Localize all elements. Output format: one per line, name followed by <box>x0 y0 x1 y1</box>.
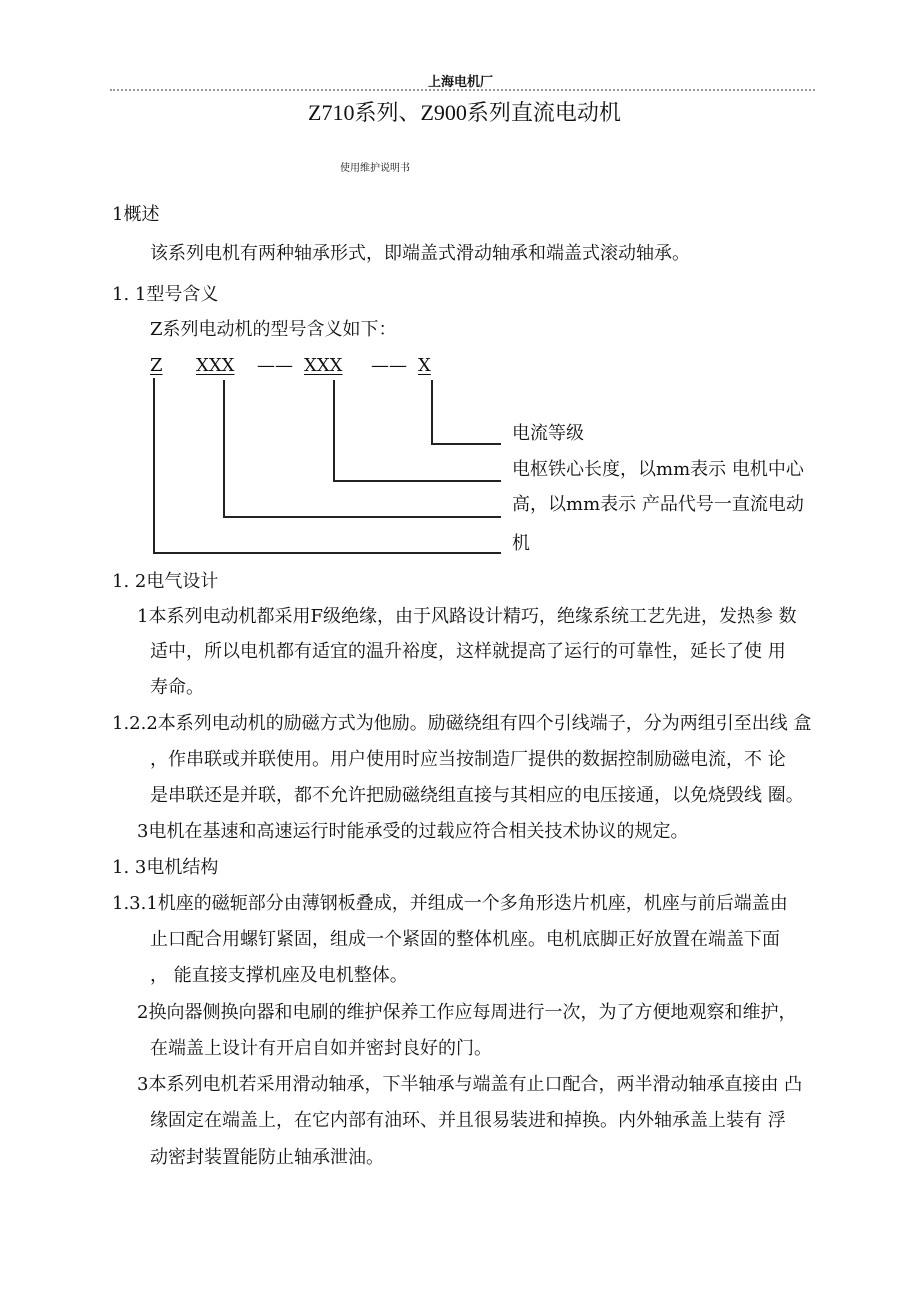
diagram-label: 电枢铁心长度，以mm表示 电机中心 <box>512 459 804 480</box>
code-z: Z <box>150 355 163 376</box>
paragraph-line: 3电机在基速和高速运行时能承受的过载应符合相关技术协议的规定。 <box>137 821 689 842</box>
paragraph-line: Z系列电动机的型号含义如下： <box>150 319 397 340</box>
paragraph-line: 止口配合用螺钉紧固，组成一个紧固的整体机座。电机底脚正好放置在端盖下面 <box>150 929 780 950</box>
paragraph-line: 缘固定在端盖上，在它内部有油环、并且很易装进和掉换。内外轴承盖上装有 浮 <box>150 1110 786 1131</box>
code-center-height: XXX <box>196 355 235 376</box>
paragraph-line: 动密封装置能防止轴承泄油。 <box>150 1147 384 1168</box>
paragraph-line: 1.3.1机座的磁轭部分由薄钢板叠成，并组成一个多角形迭片机座，机座与前后端盖由 <box>112 893 788 914</box>
paragraph-line: 1本系列电动机都采用F级绝缘，由于风路设计精巧，绝缘系统工艺先进，发热参 数 <box>137 606 797 627</box>
paragraph-line: 寿命。 <box>150 677 204 698</box>
paragraph-line: 3本系列电机若采用滑动轴承，下半轴承与端盖有止口配合，两半滑动轴承直接由 凸 <box>137 1074 803 1095</box>
connector-line <box>223 380 225 517</box>
connector-line <box>431 443 501 445</box>
connector-line <box>431 380 433 444</box>
company-header: 上海电机厂 <box>428 75 494 90</box>
section-heading: 1概述 <box>112 204 160 225</box>
paragraph-line: 1.2.2本系列电动机的励磁方式为他励。励磁绕组有四个引线端子，分为两组引至出线 盒 <box>112 713 812 734</box>
diagram-label: 机 <box>512 533 530 554</box>
document-subtitle: 使用维护说明书 <box>340 163 410 174</box>
paragraph-line: 2换向器侧换向器和电刷的维护保养工作应每周进行一次，为了方便地观察和维护， <box>137 1002 797 1023</box>
code-core-length: XXX <box>304 355 343 376</box>
code-dash: —— <box>257 355 293 376</box>
code-dash: —— <box>371 355 407 376</box>
paragraph-line: 该系列电机有两种轴承形式，即端盖式滑动轴承和端盖式滚动轴承。 <box>150 243 690 264</box>
diagram-label: 高，以mm表示 产品代号一直流电动 <box>512 494 804 515</box>
section-heading: 1. 1型号含义 <box>112 284 219 305</box>
section-heading: 1. 3电机结构 <box>112 857 219 878</box>
connector-line <box>333 480 501 482</box>
document-title: Z710系列、Z900系列直流电动机 <box>308 100 621 125</box>
section-heading: 1. 2电气设计 <box>112 571 219 592</box>
connector-line <box>223 516 501 518</box>
diagram-label: 电流等级 <box>512 423 584 444</box>
paragraph-line: ，作串联或并联使用。用户使用时应当按制造厂提供的数据控制励磁电流，不 论 <box>150 749 786 770</box>
paragraph-line: ， 能直接支撑机座及电机整体。 <box>150 965 408 986</box>
paragraph-line: 在端盖上设计有开启自如并密封良好的门。 <box>150 1038 492 1059</box>
connector-line <box>153 378 155 553</box>
paragraph-line: 适中，所以电机都有适宜的温升裕度，这样就提高了运行的可靠性，延长了使 用 <box>150 641 786 662</box>
connector-line <box>153 552 501 554</box>
code-current-grade: X <box>418 355 431 376</box>
header-divider <box>110 89 815 91</box>
connector-line <box>333 380 335 481</box>
paragraph-line: 是串联还是并联，都不允许把励磁绕组直接与其相应的电压接通，以免烧毁线 圈。 <box>150 785 804 806</box>
